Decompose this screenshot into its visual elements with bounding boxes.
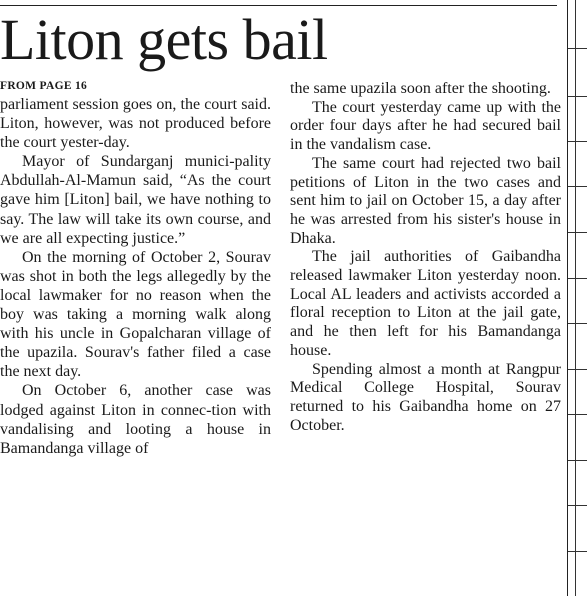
edge-rule bbox=[568, 551, 587, 552]
adjacent-column-edge bbox=[567, 0, 587, 596]
left-column bbox=[0, 78, 271, 458]
edge-rule bbox=[568, 505, 587, 506]
edge-rule bbox=[568, 278, 587, 279]
edge-rule bbox=[575, 0, 576, 596]
edge-rule bbox=[568, 414, 587, 415]
paragraph: On the morning of October 2, Sourav was shot in both the legs allegedly by the local lawmaker for no reason when the boy was taking a morning walk along with his uncle in Gopalcharan village of the upazila. Sourav's father filed a case the next day. bbox=[0, 248, 271, 381]
edge-rule bbox=[568, 96, 587, 97]
paragraph: the same upazila soon after the shooting. bbox=[290, 80, 551, 97]
continuation-kicker: FROM PAGE 16 bbox=[0, 80, 88, 92]
paragraph: Mayor of Sundarganj munici-pality Abdullah-Al-Mamun said, “As the court gave him [Liton] bail, we have nothing to say. The law will take its own course, and we are all expecting justice.” bbox=[0, 153, 271, 247]
edge-rule bbox=[568, 460, 587, 461]
edge-rule bbox=[568, 48, 587, 49]
paragraph: Spending almost a month at Rangpur Medical College Hospital, Sourav returned to his Gaibandha home on 27 October. bbox=[290, 360, 561, 434]
paragraph: parliament session goes on, the court said. Liton, however, was not produced before the court yester-day. bbox=[0, 96, 271, 152]
paragraph: The jail authorities of Gaibandha released lawmaker Liton yesterday noon. Local AL leaders and activists accorded a floral reception to Liton at the jail gate, and he then left for his Bamandanga house. bbox=[290, 248, 561, 359]
edge-rule bbox=[568, 141, 587, 142]
edge-rule bbox=[568, 232, 587, 233]
edge-rule bbox=[568, 186, 587, 187]
edge-rule bbox=[568, 369, 587, 370]
right-column bbox=[290, 80, 561, 435]
edge-rule bbox=[568, 323, 587, 324]
headline: Liton gets bail bbox=[0, 7, 328, 72]
paragraph: The court yesterday came up with the order four days after he had secured bail in the vandalism case. bbox=[290, 98, 561, 154]
paragraph: The same court had rejected two bail petitions of Liton in the two cases and sent him to jail on October 15, a day after he was arrested from his sister's house in Dhaka. bbox=[290, 154, 561, 247]
paragraph: On October 6, another case was lodged against Liton in connec-tion with vandalising and looting a house in Bamandanga village of bbox=[0, 382, 271, 457]
